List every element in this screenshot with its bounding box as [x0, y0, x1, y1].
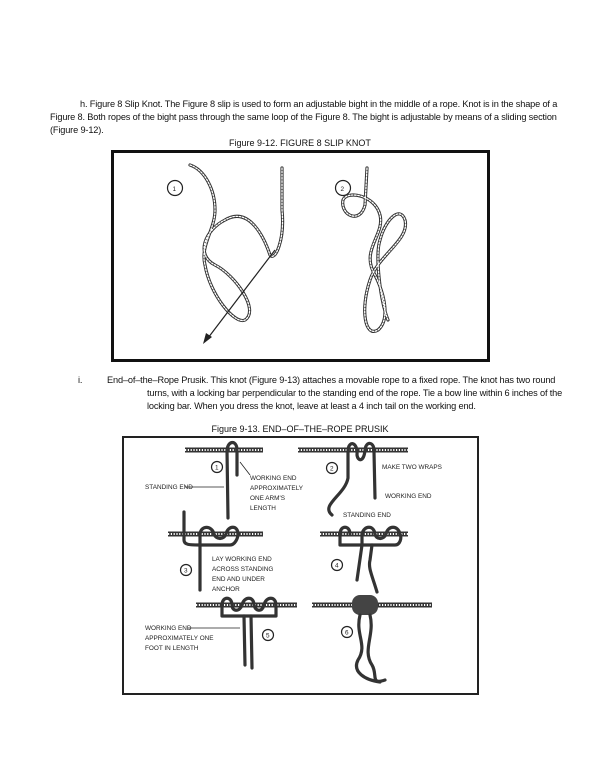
- rope-step-1: [190, 165, 283, 321]
- diagram-label: END AND UNDER: [212, 576, 265, 583]
- step-2: [298, 443, 442, 519]
- diagram-shape: [240, 462, 250, 475]
- diagram-shape: [352, 595, 378, 615]
- diagram-label: APPROXIMATELY: [250, 485, 304, 492]
- diagram-label: LAY WORKING END: [212, 556, 272, 563]
- diagram-label: 6: [345, 629, 349, 637]
- step-3: [168, 512, 273, 593]
- step-6: [312, 595, 432, 682]
- paragraph-i-marker: i.: [78, 375, 83, 385]
- diagram-label: WORKING END: [250, 475, 297, 482]
- paragraph-i-line-2: turns, with a locking bar perpendicular to the standing end of the rope. Tie a bow line within 6 inches of the: [147, 388, 563, 398]
- diagram-label: LENGTH: [250, 505, 276, 512]
- figure-9-13-image: [122, 436, 479, 695]
- diagram-shape: [368, 615, 385, 681]
- step-2-number: 2: [340, 186, 345, 193]
- figure-9-13-caption: Figure 9-13. END–OF–THE–ROPE PRUSIK: [211, 424, 389, 434]
- figure-8-slip-knot-illustration: [114, 153, 487, 359]
- diagram-label: ACROSS STANDING: [212, 566, 274, 573]
- figure-9-12-caption: Figure 9-12. FIGURE 8 SLIP KNOT: [229, 138, 371, 148]
- diagram-label: ANCHOR: [212, 586, 240, 593]
- step-1: [145, 443, 304, 519]
- diagram-label: STANDING END: [343, 512, 391, 519]
- diagram-label: 3: [184, 567, 188, 575]
- diagram-label: FOOT IN LENGTH: [145, 645, 199, 652]
- figure-9-12-image: [111, 150, 490, 362]
- diagram-shape: [369, 545, 377, 592]
- step-4: [320, 527, 408, 592]
- step-1-number: 1: [172, 186, 177, 193]
- diagram-label: ONE ARM'S: [250, 495, 285, 502]
- paragraph-i-line-1: End–of–the–Rope Prusik. This knot (Figure 9-13) attaches a movable rope to a fixed rope. The knot has two round: [107, 375, 556, 385]
- rope-step-2: [340, 168, 406, 331]
- diagram-label: WORKING END: [145, 625, 192, 632]
- paragraph-h-line-1: h. Figure 8 Slip Knot. The Figure 8 slip is used to form an adjustable bight in the middle of a rope. Knot is in the shape of a: [80, 99, 558, 109]
- diagram-label: WORKING END: [385, 493, 432, 500]
- paragraph-h-line-3: (Figure 9-12).: [50, 125, 104, 135]
- diagram-label: 2: [330, 465, 334, 473]
- diagram-shape: [340, 168, 406, 331]
- prusik-illustration: [124, 438, 477, 693]
- diagram-label: 4: [335, 562, 339, 570]
- arrow-line: [208, 250, 275, 338]
- step-5: [145, 598, 297, 668]
- diagram-shape: [251, 616, 252, 668]
- diagram-label: 1: [215, 464, 219, 472]
- paragraph-i-line-3: locking bar. When you dress the knot, leave at least a 4 inch tail on the working end.: [147, 401, 476, 411]
- diagram-label: 5: [266, 632, 270, 640]
- diagram-shape: [244, 616, 245, 665]
- paragraph-h-line-2: Figure 8. Both ropes of the bight pass through the same loop of the Figure 8. The bight is adjustable by means of a sliding section: [50, 112, 557, 122]
- diagram-label: APPROXIMATELY ONE: [145, 635, 214, 642]
- diagram-label: STANDING END: [145, 484, 193, 491]
- diagram-shape: [227, 443, 237, 519]
- diagram-shape: [329, 443, 375, 515]
- diagram-label: MAKE TWO WRAPS: [382, 464, 442, 471]
